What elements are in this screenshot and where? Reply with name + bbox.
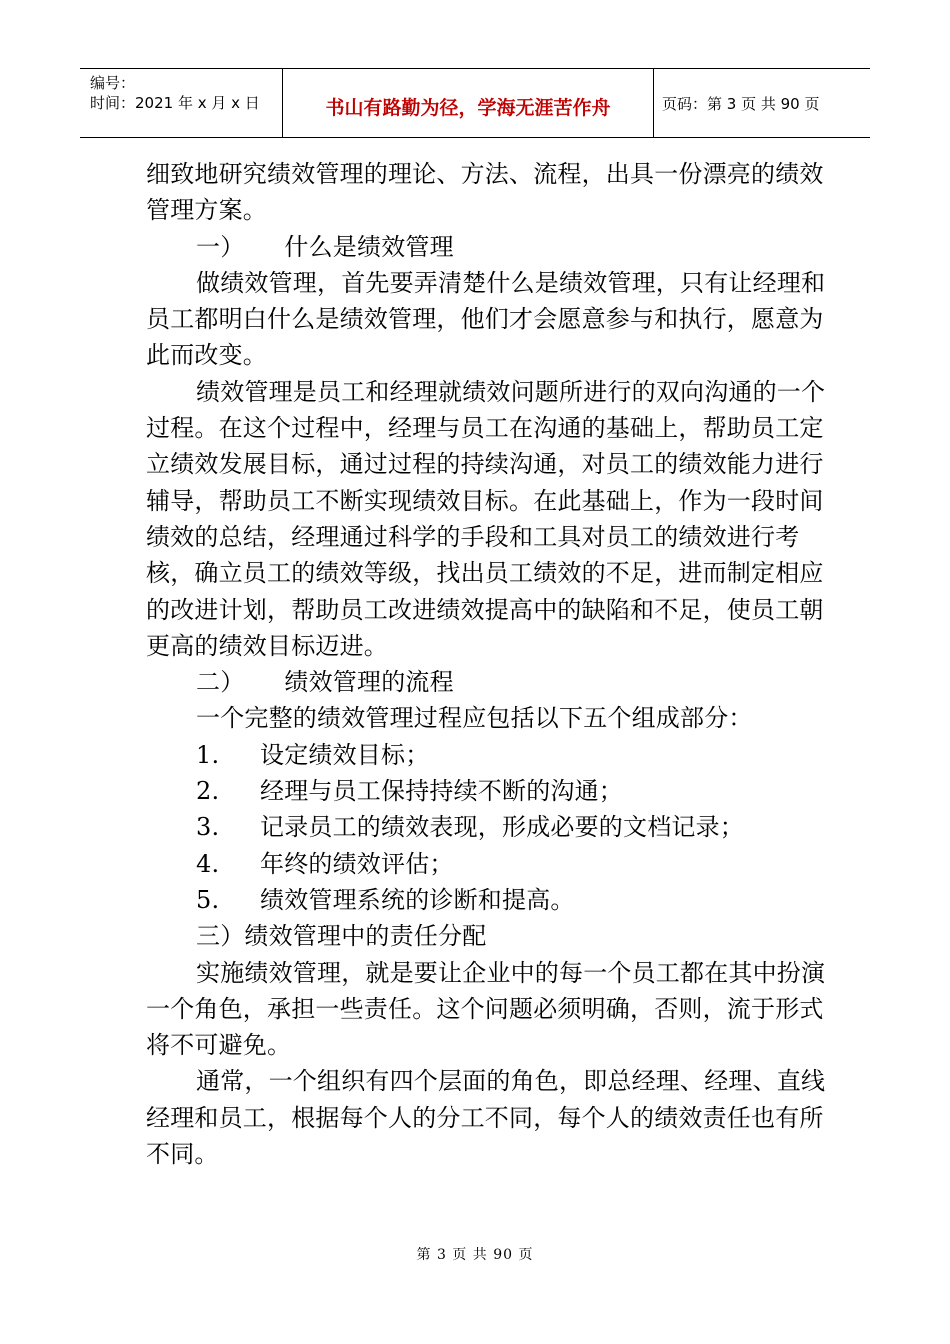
list-item — [146, 846, 826, 882]
section-heading-number: 一） — [196, 232, 245, 261]
paragraph-intro: 细致地研究绩效管理的理论、方法、流程，出具一份漂亮的绩效管理方案。 — [146, 160, 824, 225]
document-body — [146, 156, 826, 1172]
header-motto-cell — [283, 69, 654, 137]
list-item-text: 绩效管理系统的诊断和提高。 — [260, 885, 575, 914]
list-item — [146, 809, 826, 845]
document-date-label: 时间：2021 年 x 月 x 日 — [90, 94, 260, 112]
list-item — [146, 882, 826, 918]
section-heading-3: 三）绩效管理中的责任分配 — [196, 922, 487, 951]
section-heading-number: 二） — [196, 668, 245, 697]
list-item — [146, 737, 826, 773]
paragraph-roles: 通常，一个组织有四个层面的角色，即总经理、经理、直线经理和员工，根据每个人的分工不同，每个人的绩效责任也有所不同。 — [146, 1067, 826, 1169]
section-heading-text: 绩效管理的流程 — [284, 668, 454, 697]
header-meta-cell — [80, 69, 283, 137]
page-header — [80, 68, 870, 138]
list-item-number: 1. — [196, 740, 220, 769]
list-item-text: 设定绩效目标； — [260, 740, 430, 769]
paragraph-what-is: 做绩效管理，首先要弄清楚什么是绩效管理，只有让经理和员工都明白什么是绩效管理，他们才会愿意参与和执行，愿意为此而改变。 — [146, 268, 826, 370]
list-item-number: 5. — [196, 885, 220, 914]
section-heading-text: 什么是绩效管理 — [284, 232, 454, 261]
list-item-number: 3. — [196, 813, 220, 842]
list-item-text: 记录员工的绩效表现，形成必要的文档记录； — [260, 813, 744, 842]
paragraph-process-intro: 一个完整的绩效管理过程应包括以下五个组成部分： — [196, 704, 753, 733]
section-heading-2 — [146, 664, 826, 700]
document-number-label: 编号： — [90, 74, 136, 92]
list-item-text: 经理与员工保持持续不断的沟通； — [260, 777, 623, 806]
list-item-number: 2. — [196, 777, 220, 806]
page-footer: 第 3 页 共 90 页 — [416, 1247, 534, 1263]
header-page-code: 页码：第 3 页 共 90 页 — [662, 95, 820, 113]
paragraph-responsibility: 实施绩效管理，就是要让企业中的每一个员工都在其中扮演一个角色，承担一些责任。这个问题必须明确，否则，流于形式将不可避免。 — [146, 958, 826, 1060]
list-item-text: 年终的绩效评估； — [260, 849, 454, 878]
header-page-cell — [654, 69, 870, 137]
section-heading-1 — [146, 229, 826, 265]
paragraph-definition: 绩效管理是员工和经理就绩效问题所进行的双向沟通的一个过程。在这个过程中，经理与员工在沟通的基础上，帮助员工定立绩效发展目标，通过过程的持续沟通，对员工的绩效能力进行辅导，帮助员工不断实现绩效目标。在此基础上，作为一段时间绩效的总结，经理通过科学的手段和工具对员工的绩效进行考核，确立员工的绩效等级，找出员工绩效的不足，进而制定相应的改进计划，帮助员工改进绩效提高中的缺陷和不足，使员工朝更高的绩效目标迈进。 — [146, 377, 826, 660]
list-item-number: 4. — [196, 849, 220, 878]
list-item — [146, 773, 826, 809]
header-motto: 书山有路勤为径，学海无涯苦作舟 — [325, 97, 611, 119]
